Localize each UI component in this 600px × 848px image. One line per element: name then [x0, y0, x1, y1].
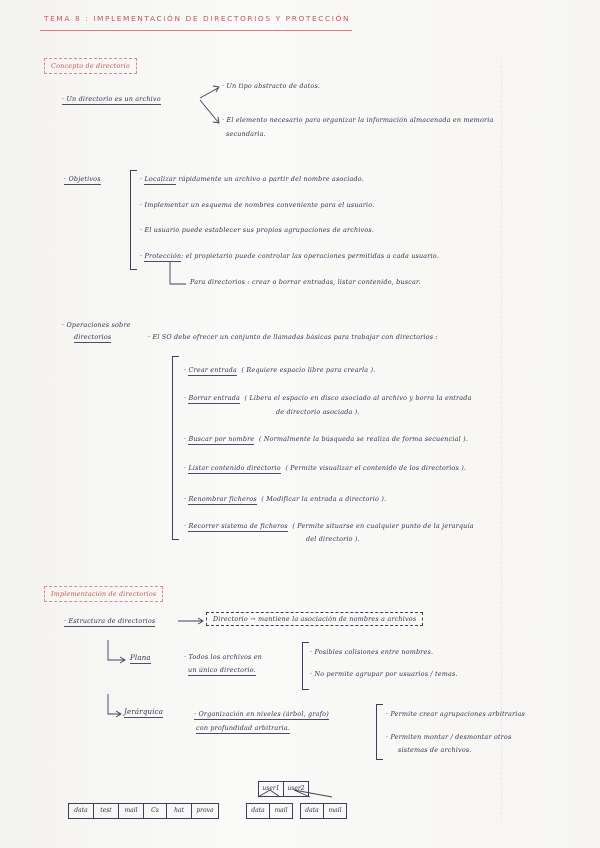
- operation-item: · Borrar entrada ( Libera el espacio en disco asociado al archivo y borra la entrada: [184, 394, 472, 402]
- hierarchical-desc-2: con profundidad arbitraria.: [196, 724, 291, 732]
- tree-edge: [294, 790, 332, 797]
- objective-item: · Protección: el propietario puede controlar las operaciones permitidas a cada usuario.: [140, 252, 439, 260]
- tree-edge: [258, 790, 270, 797]
- structure-definition-box: Directorio → mantiene la asociación de nombres a archivos: [206, 612, 423, 626]
- tree-leaf: mail: [323, 803, 347, 819]
- hierarchical-item: · Permite crear agrupaciones arbitrarias: [386, 710, 525, 718]
- structure-label: · Estructura de directorios: [64, 617, 156, 625]
- operation-item-cont: del directorio ).: [306, 535, 360, 543]
- hierarchical-item: · Permiten montar / desmontar otros: [386, 733, 512, 741]
- flat-item: · Posibles colisiones entre nombres.: [310, 648, 434, 656]
- objective-item: · Implementar un esquema de nombres conveniente para el usuario.: [140, 201, 375, 209]
- section-heading-implementation: Implementación de directorios: [44, 586, 163, 602]
- flat-cell: prova: [191, 803, 219, 819]
- definition-item-1: · Un tipo abstracto de datos.: [222, 82, 321, 90]
- hierarchical-connector: [108, 694, 120, 714]
- tree-edge: [270, 790, 280, 797]
- tree-leaf: data: [246, 803, 270, 819]
- tree-leaf: data: [300, 803, 324, 819]
- operation-item-cont: de directorio asociada ).: [276, 408, 360, 416]
- definition-lead: · Un directorio es un archivo: [62, 95, 161, 103]
- operations-intro: · El SO debe ofrecer un conjunto de llamadas básicas para trabajar con directorios :: [148, 333, 438, 341]
- operations-label-2: directorios: [74, 333, 112, 341]
- tree-node-user: user1: [258, 781, 284, 797]
- arrow-up-right: [200, 88, 218, 98]
- tree-node-user: user2: [283, 781, 309, 797]
- definition-item-2: · El elemento necesario para organizar la información almacenada en memoria: [222, 116, 494, 124]
- flat-desc-2: un único directorio.: [188, 666, 256, 674]
- flat-desc-1: · Todos los archivos en: [184, 653, 262, 661]
- objective-item: · El usuario puede establecer sus propios agrupaciones de archivos.: [140, 226, 375, 234]
- flat-item: · No permite agrupar por usuarios / temas.: [310, 670, 458, 678]
- operation-item: · Listar contenido directorio ( Permite visualizar el contenido de los directorios ).: [184, 464, 467, 472]
- hierarchical-label: Jerárquica: [124, 708, 164, 716]
- operations-label-1: · Operaciones sobre: [62, 321, 131, 329]
- flat-cell: data: [68, 803, 94, 819]
- operation-item: · Recorrer sistema de ficheros ( Permite situarse en cualquier punto de la jerarquía: [184, 522, 474, 530]
- section-heading-concept: Concepto de directorio: [44, 58, 137, 74]
- arrow-down-right: [200, 100, 218, 122]
- flat-cell: mail: [118, 803, 144, 819]
- flat-label: Plana: [130, 654, 151, 662]
- definition-item-2-cont: secundaria.: [226, 130, 266, 138]
- hierarchical-item-cont: sistemas de archivos.: [398, 746, 472, 754]
- operation-item: · Buscar por nombre ( Normalmente la búsqueda se realiza de forma secuencial ).: [184, 435, 469, 443]
- operation-item: · Renombrar ficheros ( Modificar la entrada a directorio ).: [184, 495, 387, 503]
- flat-connector: [108, 640, 124, 660]
- for-directories-note: Para directorios : crear o borrar entradas, listar contenido, buscar.: [190, 278, 421, 286]
- operation-item: · Crear entrada ( Requiere espacio libre para crearla ).: [184, 366, 376, 374]
- objectives-label: · Objetivos: [64, 175, 101, 183]
- hierarchical-desc-1: · Organización en niveles (árbol, grafo): [194, 710, 329, 718]
- tree-leaf: mail: [269, 803, 293, 819]
- flat-cell: Cs: [143, 803, 167, 819]
- page-title: TEMA 8 : IMPLEMENTACIÓN DE DIRECTORIOS Y PROTECCIÓN: [44, 14, 351, 23]
- objective-item: · Localizar rápidamente un archivo a partir del nombre asociado.: [140, 175, 364, 183]
- flat-cell: test: [93, 803, 119, 819]
- flat-cell: hat: [166, 803, 192, 819]
- for-directories-connector: [170, 262, 186, 284]
